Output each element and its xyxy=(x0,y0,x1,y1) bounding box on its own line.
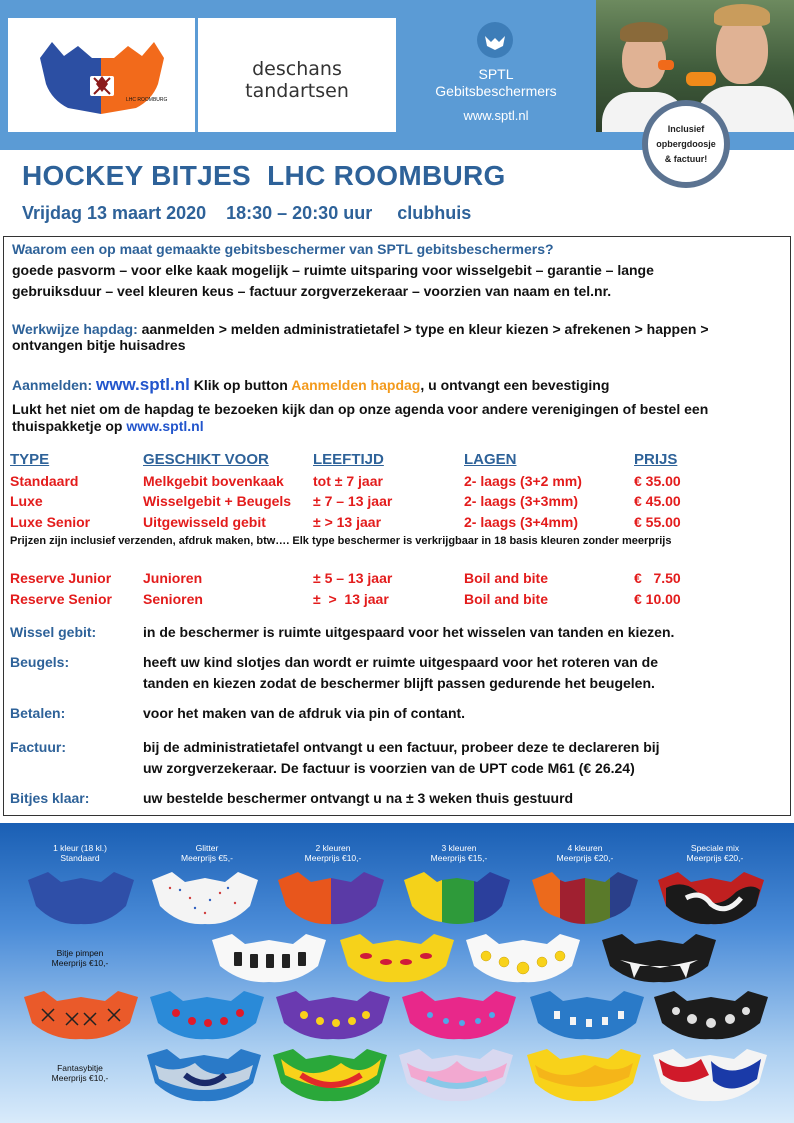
price-note: Prijzen zijn inclusief verzenden, afdruk maken, btw…. Elk type beschermer is verkrijgbaar in 18 basis kleuren zonder meerprijs xyxy=(10,535,672,547)
logo-text: LHC ROOMBURG xyxy=(126,97,168,103)
table-cell: Uitgewisseld gebit xyxy=(143,514,266,530)
table-cell: ± 5 – 13 jaar xyxy=(313,570,393,586)
mouthguard-fantasy-pastel-image xyxy=(397,1045,515,1105)
page-title: HOCKEY BITJES LHC ROOMBURG xyxy=(22,160,506,191)
mouthguard-4-colors-image xyxy=(530,868,640,928)
mouthguard-fantasy-yellow-image xyxy=(525,1045,643,1105)
mouthguard-hearts-image xyxy=(148,987,266,1043)
table-cell: tot ± 7 jaar xyxy=(313,473,383,489)
gallery-caption: 2 kleuren Meerprijs €10,- xyxy=(304,843,362,863)
table-cell: € 7.50 xyxy=(634,570,681,586)
definition-text: uw zorgverzekeraar. De factuur is voorzien van de UPT code M61 (€ 26.24) xyxy=(143,760,635,776)
sptl-url-link-aanmelden[interactable]: www.sptl.nl xyxy=(96,375,190,394)
table-cell: ± > 13 jaar xyxy=(313,514,382,530)
fantasy-caption: Fantasybitje Meerprijs €10,- xyxy=(51,1063,109,1083)
roomburg-mouthguard-logo xyxy=(8,18,195,132)
werkwijze-line-2: ontvangen bitje huisadres xyxy=(12,337,186,353)
gallery-caption: 3 kleuren Meerprijs €15,- xyxy=(430,843,488,863)
definition-text: bij de administratietafel ontvangt u een factuur, probeer deze te declareren bij xyxy=(143,739,660,755)
aanmelden-line: Aanmelden: www.sptl.nl Klik op button Aanmelden hapdag, u ontvangt een bevestiging xyxy=(12,375,610,394)
intro-line-2: gebruiksduur – veel kleuren keus – factuur zorgverzekeraar – voorzien van naam en tel.nr. xyxy=(12,283,612,299)
definition-text: tanden en kiezen zodat de beschermer blijft passen gedurende het beugelen. xyxy=(143,675,655,691)
table-cell: Junioren xyxy=(143,570,203,586)
col-header-geschikt: GESCHIKT VOOR xyxy=(143,451,269,468)
mouthguard-3-colors-image xyxy=(402,868,512,928)
col-header-prijs: PRIJS xyxy=(634,451,678,468)
mouthguard-butterflies-image xyxy=(400,987,518,1043)
sptl-url-link-thuis[interactable]: www.sptl.nl xyxy=(126,418,204,434)
info-box xyxy=(3,236,791,816)
table-cell: ± > 13 jaar xyxy=(313,591,389,607)
sptl-url-link[interactable]: www.sptl.nl xyxy=(463,108,529,123)
dentist-name: deschans tandartsen xyxy=(245,58,349,102)
mouthguard-studs-image xyxy=(652,987,770,1043)
sptl-name: SPTL Gebitsbeschermers xyxy=(435,66,557,99)
gallery-caption: Speciale mix Meerprijs €20,- xyxy=(686,843,744,863)
definition-text: heeft uw kind slotjes dan wordt er ruimte uitgespaard voor het roteren van de xyxy=(143,654,658,670)
aanmelden-line-3: thuispakketje op www.sptl.nl xyxy=(12,418,204,434)
definition-text: uw bestelde beschermer ontvangt u na ± 3 weken thuis gestuurd xyxy=(143,790,574,806)
table-cell: Standaard xyxy=(10,473,79,489)
gallery-caption: Glitter Meerprijs €5,- xyxy=(181,843,233,863)
table-cell: 2- laags (3+2 mm) xyxy=(464,473,582,489)
mouthguard-kisses-image xyxy=(338,930,456,986)
mouthguard-fangs-image xyxy=(600,930,718,986)
mouthguard-2-colors-image xyxy=(276,868,386,928)
table-cell: ± 7 – 13 jaar xyxy=(313,493,393,509)
table-cell: Melkgebit bovenkaak xyxy=(143,473,284,489)
table-cell: Reserve Junior xyxy=(10,570,112,586)
definition-term: Bitjes klaar: xyxy=(10,790,90,806)
gallery-caption: 1 kleur (18 kl.) Standaard xyxy=(53,843,107,863)
definition-text: in de beschermer is ruimte uitgespaard voor het wisselen van tanden en kiezen. xyxy=(143,624,675,640)
mouthguard-thumbs-image xyxy=(528,987,646,1043)
inclusive-badge: Inclusief opbergdoosje & factuur! xyxy=(642,100,730,188)
aanmelden-button-text[interactable]: Aanmelden hapdag xyxy=(291,377,421,393)
definition-term: Factuur: xyxy=(10,739,66,755)
col-header-lagen: LAGEN xyxy=(464,451,517,468)
table-cell: 2- laags (3+4mm) xyxy=(464,514,578,530)
col-header-type: TYPE xyxy=(10,451,50,468)
table-cell: Boil and bite xyxy=(464,591,548,607)
table-cell: Luxe Senior xyxy=(10,514,91,530)
table-cell: € 45.00 xyxy=(634,493,681,509)
aanmelden-line-2: Lukt het niet om de hapdag te bezoeken kijk dan op onze agenda voor andere verenigingen of bestel een xyxy=(12,401,709,417)
pimpen-caption: Bitje pimpen Meerprijs €10,- xyxy=(51,948,109,968)
table-cell: Senioren xyxy=(143,591,203,607)
werkwijze-line-1: Werkwijze hapdag: aanmelden > melden administratietafel > type en kleur kiezen > afrekenen > happen > xyxy=(12,321,709,337)
table-cell: Boil and bite xyxy=(464,570,548,586)
table-cell: € 35.00 xyxy=(634,473,681,489)
definition-text: voor het maken van de afdruk via pin of contant. xyxy=(143,705,466,721)
table-cell: Reserve Senior xyxy=(10,591,112,607)
table-cell: € 10.00 xyxy=(634,591,681,607)
mouthguard-glitter-image xyxy=(150,868,260,928)
sptl-logo-icon xyxy=(477,22,513,58)
definition-term: Beugels: xyxy=(10,654,70,670)
intro-question: Waarom een op maat gemaakte gebitsbeschermer van SPTL gebitsbeschermers? xyxy=(12,241,554,257)
mouthguard-smileys-image xyxy=(464,930,582,986)
mouthguard-fantasy-rainbow-image xyxy=(271,1045,389,1105)
gallery-caption: 4 kleuren Meerprijs €20,- xyxy=(556,843,614,863)
mouthguard-special-mix-image xyxy=(656,868,766,928)
mouthguard-flowers-image xyxy=(274,987,392,1043)
definition-term: Wissel gebit: xyxy=(10,624,97,640)
intro-line-1: goede pasvorm – voor elke kaak mogelijk – ruimte uitsparing voor wisselgebit – garantie – lange xyxy=(12,262,654,278)
table-cell: Luxe xyxy=(10,493,43,509)
mouthguard-phones-image xyxy=(210,930,328,986)
mouthguard-standard-image xyxy=(26,868,136,928)
mouthguard-hockey-sticks-image xyxy=(22,987,140,1043)
event-date-time: Vrijdag 13 maart 2020 18:30 – 20:30 uur clubhuis xyxy=(22,203,472,223)
mouthguard-fantasy-flag-image xyxy=(651,1045,769,1105)
table-cell: € 55.00 xyxy=(634,514,681,530)
table-cell: Wisselgebit + Beugels xyxy=(143,493,292,509)
col-header-leeftijd: LEEFTIJD xyxy=(313,451,384,468)
mouthguard-fantasy-camo-image xyxy=(145,1045,263,1105)
definition-term: Betalen: xyxy=(10,705,66,721)
table-cell: 2- laags (3+3mm) xyxy=(464,493,578,509)
